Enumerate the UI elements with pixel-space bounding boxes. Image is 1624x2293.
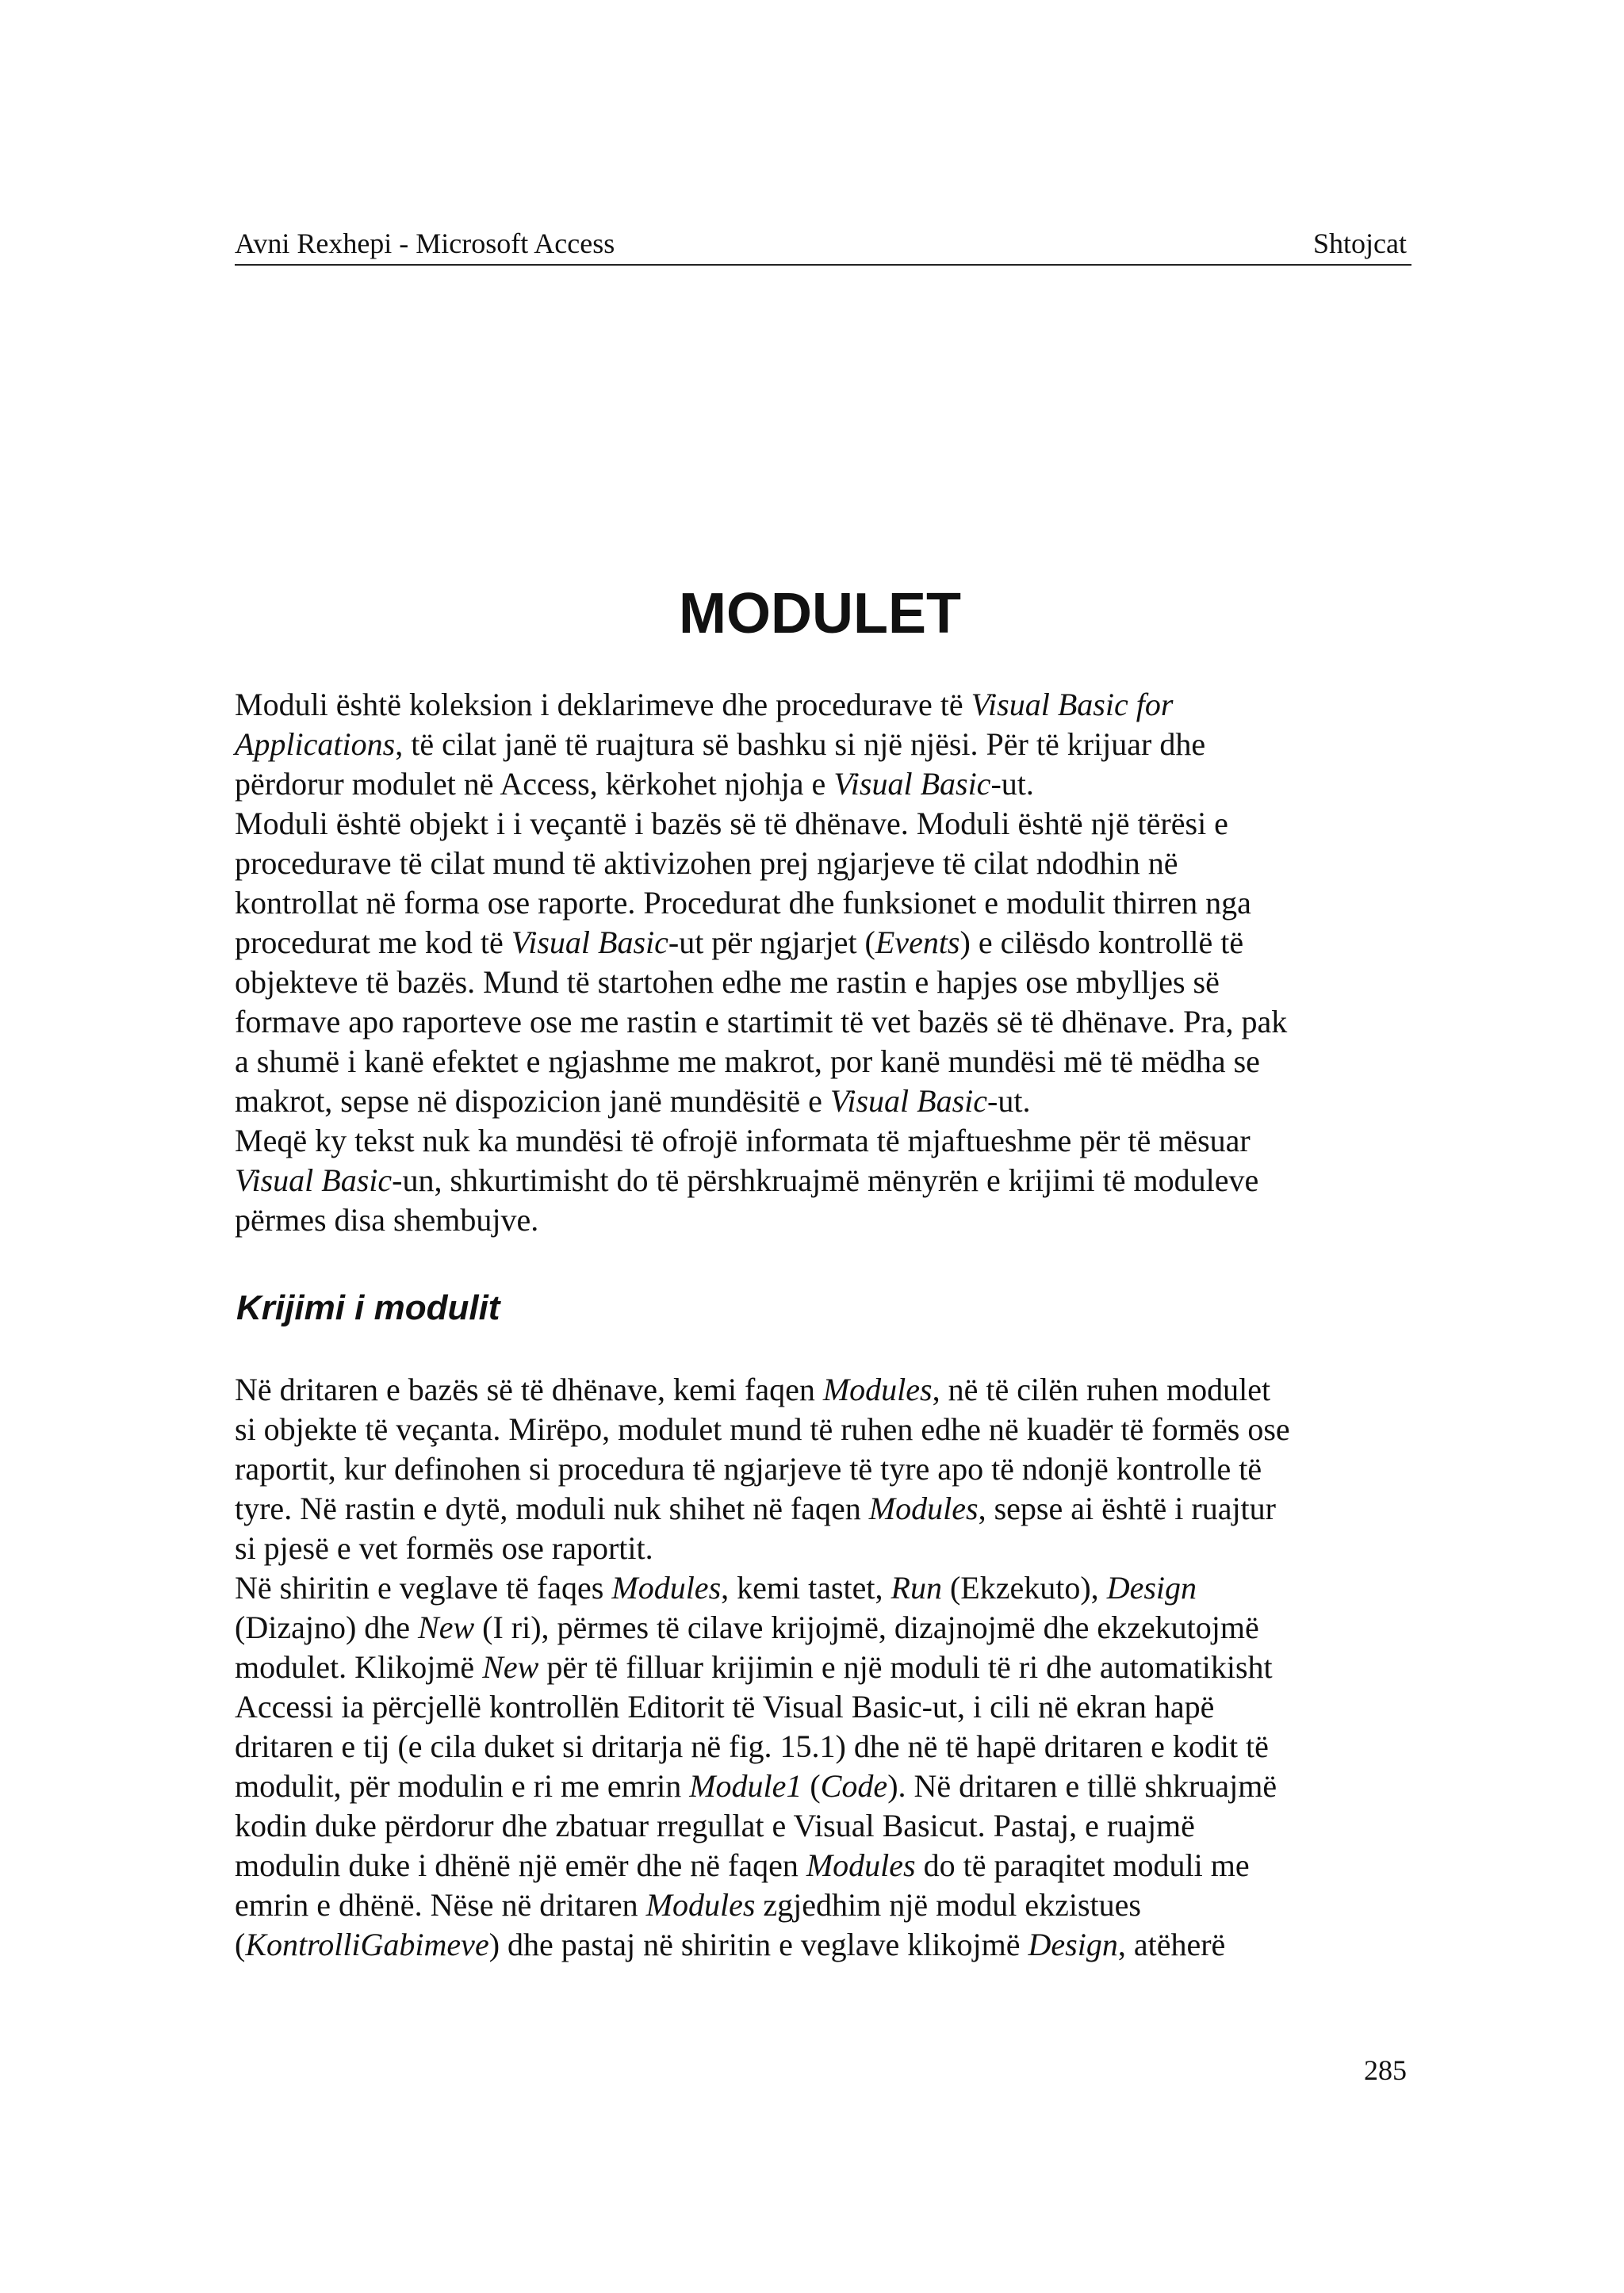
italic-term: Applications	[235, 726, 396, 762]
text-line	[235, 963, 1424, 1002]
italic-term: Modules	[806, 1847, 916, 1883]
text-run: , atëherë	[1117, 1927, 1226, 1962]
italic-term: Module1	[689, 1768, 802, 1804]
italic-term: Visual Basic	[235, 1162, 393, 1198]
text-line	[235, 1529, 1424, 1568]
text-line	[235, 685, 1424, 725]
text-run: (I ri), përmes të cilave krijojmë, dizajnojmë dhe ekzekutojmë	[474, 1610, 1259, 1645]
text-line	[235, 923, 1424, 963]
text-run: ) e cilësdo kontrollë të	[959, 924, 1244, 960]
text-run: , në të cilën ruhen modulet	[932, 1372, 1271, 1407]
italic-term: Visual Basic for	[971, 687, 1174, 722]
text-run: , sepse ai është i ruajtur	[978, 1491, 1276, 1526]
text-run: zgjedhim një modul ekzistues	[755, 1887, 1141, 1923]
text-run: formave apo raporteve ose me rastin e startimit të vet bazës së të dhënave. Pra, pak	[235, 1004, 1288, 1039]
text-run: modulet. Klikojmë	[235, 1649, 483, 1685]
text-run: modulit, për modulin e ri me emrin	[235, 1768, 690, 1804]
text-run: (	[235, 1927, 246, 1962]
text-run: Moduli është objekt i i veçantë i bazës së të dhënave. Moduli është një tërësi e	[235, 806, 1228, 841]
text-line	[235, 1648, 1424, 1687]
italic-term: New	[418, 1610, 475, 1645]
text-run: -ut për ngjarjet (	[668, 924, 875, 960]
text-run: ) dhe pastaj në shiritin e veglave klikojmë	[488, 1927, 1028, 1962]
text-run: ). Në dritaren e tillë shkruajmë	[887, 1768, 1277, 1804]
italic-term: Code	[820, 1768, 888, 1804]
section-heading: Krijimi i modulit	[236, 1288, 500, 1327]
text-line	[235, 1042, 1424, 1081]
text-run: do të paraqitet moduli me	[915, 1847, 1250, 1883]
text-run: -ut.	[987, 1083, 1031, 1119]
text-line	[235, 1687, 1424, 1727]
text-line	[235, 1489, 1424, 1529]
text-run: kodin duke përdorur dhe zbatuar rregullat e Visual Basicut. Pastaj, e ruajmë	[235, 1808, 1195, 1843]
italic-term: New	[482, 1649, 539, 1685]
text-run: -un, shkurtimisht do të përshkruajmë mënyrën e krijimi të moduleve	[392, 1162, 1259, 1198]
chapter-title: MODULET	[679, 582, 961, 645]
text-line	[235, 1081, 1424, 1121]
text-run: (	[802, 1768, 821, 1804]
text-line	[235, 1846, 1424, 1885]
text-run: procedurave të cilat mund të aktivizohen prej ngjarjeve të cilat ndodhin në	[235, 845, 1178, 881]
text-line	[235, 1568, 1424, 1608]
text-run: Accessi ia përcjellë kontrollën Editorit të Visual Basic-ut, i cili në ekran hapë	[235, 1689, 1215, 1725]
header-section: Shtojcat	[1313, 228, 1407, 259]
italic-term: Modules	[822, 1372, 933, 1407]
page-number: 285	[1364, 2054, 1407, 2086]
text-run: emrin e dhënë. Nëse në dritaren	[235, 1887, 646, 1923]
italic-term: Design	[1028, 1927, 1118, 1962]
text-run: , të cilat janë të ruajtura së bashku si një njësi. Për të krijuar dhe	[395, 726, 1206, 762]
text-run: për të filluar krijimin e një moduli të ri dhe automatikisht	[538, 1649, 1273, 1685]
italic-term: Modules	[611, 1570, 722, 1606]
text-run: , kemi tastet,	[721, 1570, 891, 1606]
italic-term: Design	[1106, 1570, 1197, 1606]
text-line	[235, 883, 1424, 923]
italic-term: Visual Basic	[829, 1083, 988, 1119]
text-line	[235, 1410, 1424, 1449]
text-line	[235, 1885, 1424, 1925]
text-run: modulin duke i dhënë një emër dhe në faqen	[235, 1847, 806, 1883]
text-line	[235, 1608, 1424, 1648]
text-line	[235, 1121, 1424, 1161]
text-run: (Ekzekuto),	[941, 1570, 1107, 1606]
text-run: Moduli është koleksion i deklarimeve dhe procedurave të	[235, 687, 971, 722]
text-run: raportit, kur definohen si procedura të ngjarjeve të tyre apo të ndonjë kontrolle të	[235, 1451, 1262, 1487]
text-line	[235, 1370, 1424, 1410]
text-run: a shumë i kanë efektet e ngjashme me makrot, por kanë mundësi më të mëdha se	[235, 1043, 1260, 1079]
text-line	[235, 844, 1424, 883]
text-run: (Dizajno) dhe	[235, 1610, 419, 1645]
text-run: objekteve të bazës. Mund të startohen edhe me rastin e hapjes ose mbylljes së	[235, 964, 1220, 1000]
italic-term: Run	[891, 1570, 942, 1606]
text-run: -ut.	[990, 766, 1034, 802]
text-run: Në shiritin e veglave të faqes	[235, 1570, 612, 1606]
text-line	[235, 1806, 1424, 1846]
text-run: Meqë ky tekst nuk ka mundësi të ofrojë informata të mjaftueshme për të mësuar	[235, 1123, 1251, 1158]
text-line	[235, 725, 1424, 764]
text-run: si objekte të veçanta. Mirëpo, modulet mund të ruhen edhe në kuadër të formës ose	[235, 1411, 1290, 1447]
italic-term: Modules	[868, 1491, 979, 1526]
text-line	[235, 1002, 1424, 1042]
text-run: procedurat me kod të	[235, 924, 511, 960]
text-run: makrot, sepse në dispozicion janë mundësitë e	[235, 1083, 830, 1119]
italic-term: Visual Basic	[833, 766, 991, 802]
text-run: dritaren e tij (e cila duket si dritarja në fig. 15.1) dhe në të hapë dritaren e kodit të	[235, 1728, 1269, 1764]
text-run: kontrollat në forma ose raporte. Procedurat dhe funksionet e modulit thirren nga	[235, 885, 1251, 921]
text-run: tyre. Në rastin e dytë, moduli nuk shihet në faqen	[235, 1491, 869, 1526]
italic-term: Modules	[645, 1887, 756, 1923]
text-line	[235, 804, 1424, 844]
text-run: si pjesë e vet formës ose raportit.	[235, 1530, 653, 1566]
italic-term: Events	[875, 924, 960, 960]
italic-term: KontrolliGabimeve	[245, 1927, 489, 1962]
text-line	[235, 764, 1424, 804]
text-line	[235, 1727, 1424, 1767]
text-line	[235, 1925, 1424, 1965]
running-header	[235, 223, 1411, 266]
section-text	[235, 1370, 1424, 1965]
text-run: Në dritaren e bazës së të dhënave, kemi faqen	[235, 1372, 823, 1407]
italic-term: Visual Basic	[511, 924, 668, 960]
intro-text	[235, 685, 1424, 1240]
text-line	[235, 1767, 1424, 1806]
text-run: përmes disa shembujve.	[235, 1202, 539, 1238]
text-line	[235, 1200, 1424, 1240]
text-line	[235, 1161, 1424, 1200]
text-line	[235, 1449, 1424, 1489]
header-author-title: Avni Rexhepi - Microsoft Access	[235, 228, 615, 259]
text-run: përdorur modulet në Access, kërkohet njohja e	[235, 766, 834, 802]
